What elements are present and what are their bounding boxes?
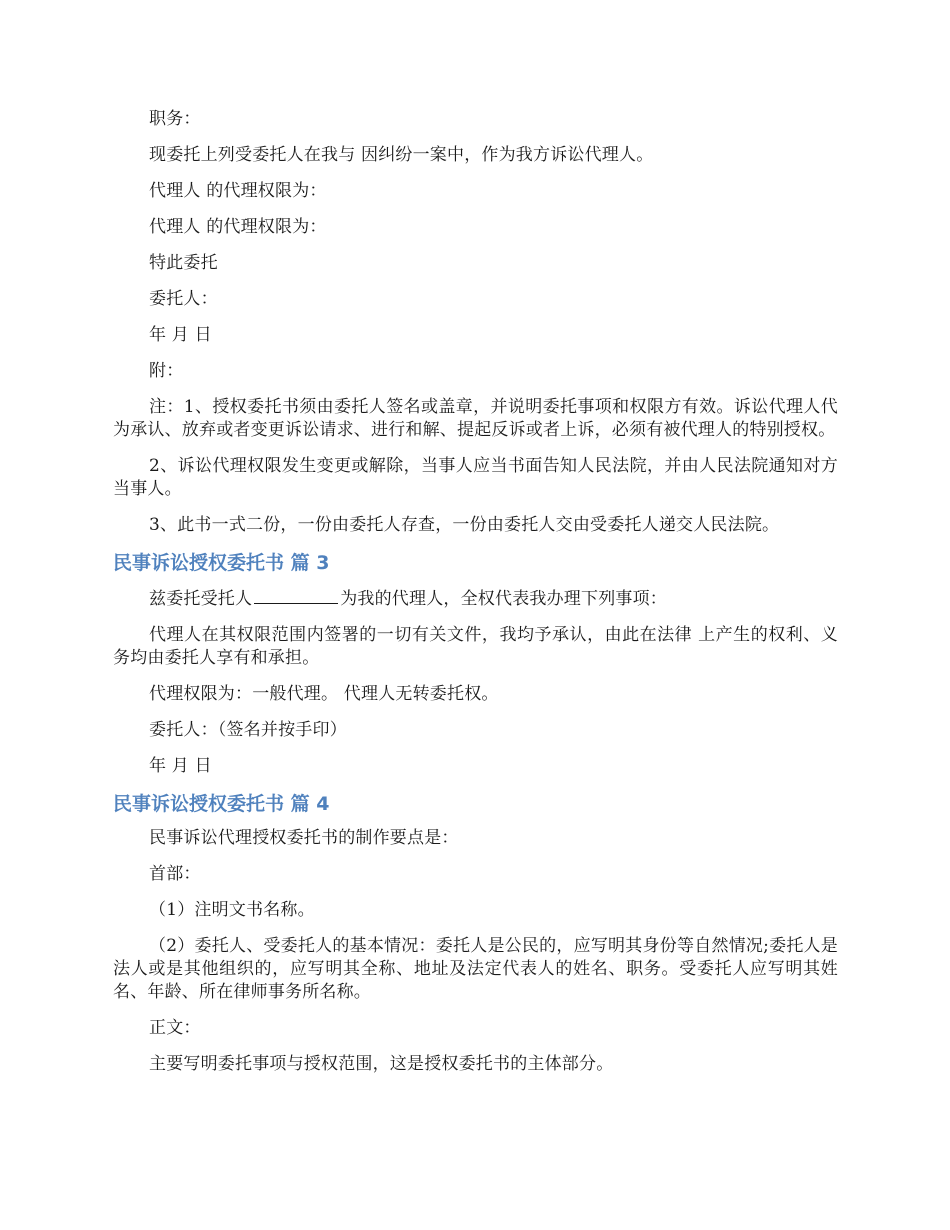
paragraph-main-content: 主要写明委托事项与授权范围，这是授权委托书的主体部分。	[149, 1054, 614, 1074]
paragraph-header-part: 首部：	[149, 864, 201, 884]
paragraph-date: 年 月 日	[149, 325, 212, 345]
paragraph-agent-authority-2: 代理人 的代理权限为：	[149, 217, 327, 237]
paragraph-point-1: （1）注明文书名称。	[149, 900, 315, 920]
paragraph-date-3: 年 月 日	[149, 756, 212, 776]
paragraph-body-part: 正文：	[149, 1018, 201, 1038]
section-heading-4: 民事诉讼授权委托书 篇 4	[113, 793, 330, 815]
text-entrust-before: 兹委托受托人	[149, 589, 253, 609]
section-heading-3: 民事诉讼授权委托书 篇 3	[113, 552, 330, 574]
paragraph-note-2: 2、诉讼代理权限发生变更或解除，当事人应当书面告知人民法院，并由人民法院通知对方当事人。	[113, 456, 838, 499]
paragraph-note-3: 3、此书一式二份，一份由委托人存查，一份由委托人交由受委托人递交人民法院。	[149, 515, 780, 535]
paragraph-entrust-agent	[113, 586, 838, 611]
blank-line	[254, 586, 338, 604]
paragraph-point-2: （2）委托人、受委托人的基本情况：委托人是公民的，应写明其身份等自然情况;委托人是法人或是其他组织的，应写明其全称、地址及法定代表人的姓名、职务。受委托人应写明其姓名、年龄、所在律师事务所名称。	[113, 936, 838, 1002]
paragraph-documents-acknowledged: 代理人在其权限范围内签署的一切有关文件，我均予承认，由此在法律 上产生的权利、义务均由委托人享有和承担。	[113, 625, 838, 668]
paragraph-key-points: 民事诉讼代理授权委托书的制作要点是：	[149, 828, 459, 848]
paragraph-position: 职务：	[149, 109, 201, 129]
text-entrust-after: 为我的代理人，全权代表我办理下列事项：	[340, 589, 668, 609]
paragraph-principal-signature: 委托人：（签名并按手印）	[149, 720, 347, 740]
paragraph-note-1: 注：1、授权委托书须由委托人签名或盖章，并说明委托事项和权限方有效。诉讼代理人代为承认、放弃或者变更诉讼请求、进行和解、提起反诉或者上诉，必须有被代理人的特别授权。	[113, 397, 838, 440]
document-page	[113, 108, 838, 1089]
paragraph-principal: 委托人：	[149, 289, 218, 309]
paragraph-entrust-statement: 现委托上列受委托人在我与 因纠纷一案中，作为我方诉讼代理人。	[149, 145, 654, 165]
paragraph-appendix: 附：	[149, 361, 184, 381]
paragraph-authority-scope: 代理权限为：一般代理。 代理人无转委托权。	[149, 684, 499, 704]
paragraph-agent-authority-1: 代理人 的代理权限为：	[149, 181, 327, 201]
paragraph-hereby-entrust: 特此委托	[149, 253, 218, 273]
